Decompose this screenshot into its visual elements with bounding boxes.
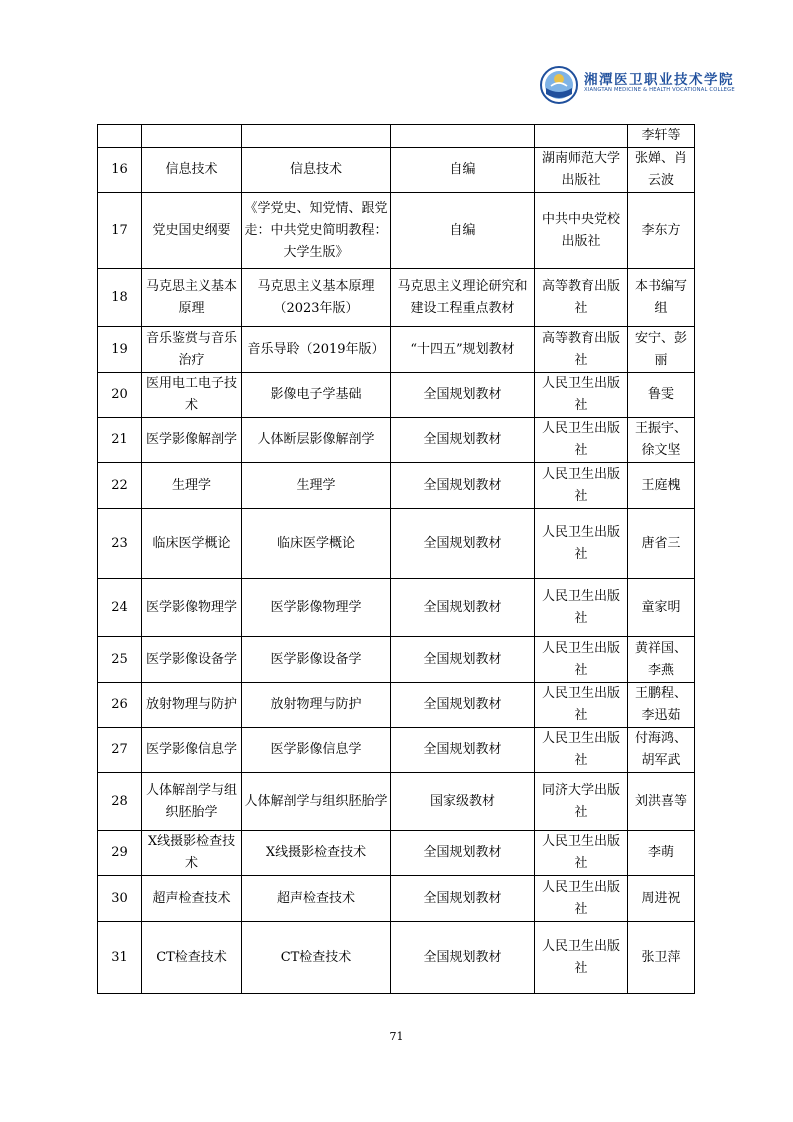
table-row <box>98 876 695 922</box>
cell-author: 王庭槐 <box>628 463 695 509</box>
table-row <box>98 579 695 637</box>
cell-textbook-type: 全国规划教材 <box>391 728 535 773</box>
cell-course-name: X线摄影检查技术 <box>142 831 242 876</box>
cell-course-name: 信息技术 <box>142 148 242 193</box>
cell-author: 黄祥国、李燕 <box>628 637 695 683</box>
cell-textbook-type: 全国规划教材 <box>391 373 535 418</box>
cell-textbook-title: CT检查技术 <box>242 922 391 994</box>
cell-course-name: 临床医学概论 <box>142 509 242 579</box>
cell-author: 李东方 <box>628 193 695 269</box>
table-row <box>98 683 695 728</box>
cell-publisher: 人民卫生出版社 <box>535 922 628 994</box>
page-number: 71 <box>389 1030 404 1043</box>
cell-author: 付海鸿、胡军武 <box>628 728 695 773</box>
cell-textbook-type: “十四五”规划教材 <box>391 327 535 373</box>
cell-textbook-type: 全国规划教材 <box>391 579 535 637</box>
cell-publisher: 高等教育出版社 <box>535 269 628 327</box>
cell-row-number: 19 <box>98 327 142 373</box>
cell-course-name: 超声检查技术 <box>142 876 242 922</box>
cell-textbook-title: 音乐导聆（2019年版） <box>242 327 391 373</box>
cell-row-number: 17 <box>98 193 142 269</box>
cell-row-number <box>98 125 142 148</box>
cell-publisher: 湖南师范大学出版社 <box>535 148 628 193</box>
cell-row-number: 27 <box>98 728 142 773</box>
cell-textbook-title <box>242 125 391 148</box>
cell-row-number: 24 <box>98 579 142 637</box>
college-logo <box>540 66 740 106</box>
cell-author: 周进祝 <box>628 876 695 922</box>
cell-row-number: 20 <box>98 373 142 418</box>
cell-course-name: 医学影像信息学 <box>142 728 242 773</box>
cell-author: 李轩等 <box>628 125 695 148</box>
table-row <box>98 773 695 831</box>
cell-publisher: 人民卫生出版社 <box>535 683 628 728</box>
cell-textbook-type: 全国规划教材 <box>391 463 535 509</box>
table-row <box>98 728 695 773</box>
cell-publisher: 人民卫生出版社 <box>535 418 628 463</box>
cell-course-name: 马克思主义基本原理 <box>142 269 242 327</box>
cell-author: 王鹏程、李迅茹 <box>628 683 695 728</box>
textbook-table <box>97 124 695 994</box>
cell-textbook-title: 《学党史、知党情、跟党走：中共党史简明教程：大学生版》 <box>242 193 391 269</box>
cell-publisher: 人民卫生出版社 <box>535 637 628 683</box>
cell-row-number: 21 <box>98 418 142 463</box>
cell-author: 李萌 <box>628 831 695 876</box>
cell-course-name: CT检查技术 <box>142 922 242 994</box>
cell-textbook-title: 影像电子学基础 <box>242 373 391 418</box>
cell-course-name: 音乐鉴赏与音乐治疗 <box>142 327 242 373</box>
cell-row-number: 30 <box>98 876 142 922</box>
table-row <box>98 831 695 876</box>
cell-author: 刘洪喜等 <box>628 773 695 831</box>
cell-publisher: 中共中央党校出版社 <box>535 193 628 269</box>
cell-row-number: 16 <box>98 148 142 193</box>
cell-textbook-title: 医学影像设备学 <box>242 637 391 683</box>
cell-textbook-type: 全国规划教材 <box>391 683 535 728</box>
cell-author: 张婵、肖云波 <box>628 148 695 193</box>
cell-row-number: 26 <box>98 683 142 728</box>
cell-textbook-type: 马克思主义理论研究和建设工程重点教材 <box>391 269 535 327</box>
table-row <box>98 373 695 418</box>
cell-publisher: 人民卫生出版社 <box>535 728 628 773</box>
cell-row-number: 28 <box>98 773 142 831</box>
cell-textbook-type: 全国规划教材 <box>391 876 535 922</box>
table-row <box>98 509 695 579</box>
cell-author: 本书编写组 <box>628 269 695 327</box>
cell-row-number: 22 <box>98 463 142 509</box>
cell-textbook-title: 生理学 <box>242 463 391 509</box>
cell-textbook-title: 人体解剖学与组织胚胎学 <box>242 773 391 831</box>
cell-author: 安宁、彭丽 <box>628 327 695 373</box>
cell-row-number: 29 <box>98 831 142 876</box>
cell-author: 童家明 <box>628 579 695 637</box>
table-row <box>98 463 695 509</box>
cell-row-number: 31 <box>98 922 142 994</box>
cell-textbook-type: 国家级教材 <box>391 773 535 831</box>
cell-publisher: 高等教育出版社 <box>535 327 628 373</box>
cell-author: 王振宇、徐文坚 <box>628 418 695 463</box>
cell-course-name: 人体解剖学与组织胚胎学 <box>142 773 242 831</box>
school-name-cn: 湘潭医卫职业技术学院 <box>584 72 734 88</box>
cell-course-name: 放射物理与防护 <box>142 683 242 728</box>
cell-author: 唐省三 <box>628 509 695 579</box>
cell-course-name: 医学影像解剖学 <box>142 418 242 463</box>
cell-textbook-title: 放射物理与防护 <box>242 683 391 728</box>
table-row <box>98 193 695 269</box>
cell-course-name: 医用电工电子技术 <box>142 373 242 418</box>
cell-textbook-type: 全国规划教材 <box>391 831 535 876</box>
cell-textbook-type: 自编 <box>391 193 535 269</box>
cell-row-number: 25 <box>98 637 142 683</box>
table-row <box>98 125 695 148</box>
cell-course-name: 生理学 <box>142 463 242 509</box>
cell-textbook-title: 临床医学概论 <box>242 509 391 579</box>
cell-publisher <box>535 125 628 148</box>
cell-publisher: 人民卫生出版社 <box>535 876 628 922</box>
cell-publisher: 同济大学出版社 <box>535 773 628 831</box>
school-name-en: XIANGTAN MEDICINE & HEALTH VOCATIONAL COLLEGE <box>584 87 735 93</box>
cell-publisher: 人民卫生出版社 <box>535 831 628 876</box>
cell-row-number: 18 <box>98 269 142 327</box>
cell-course-name: 医学影像设备学 <box>142 637 242 683</box>
table-row <box>98 637 695 683</box>
cell-textbook-type: 全国规划教材 <box>391 418 535 463</box>
cell-course-name: 党史国史纲要 <box>142 193 242 269</box>
college-emblem-icon <box>540 66 578 104</box>
cell-textbook-type <box>391 125 535 148</box>
table-row <box>98 418 695 463</box>
cell-course-name: 医学影像物理学 <box>142 579 242 637</box>
cell-textbook-title: X线摄影检查技术 <box>242 831 391 876</box>
cell-textbook-title: 马克思主义基本原理（2023年版） <box>242 269 391 327</box>
cell-textbook-title: 医学影像物理学 <box>242 579 391 637</box>
cell-publisher: 人民卫生出版社 <box>535 373 628 418</box>
cell-author: 鲁雯 <box>628 373 695 418</box>
table-row <box>98 148 695 193</box>
cell-textbook-title: 医学影像信息学 <box>242 728 391 773</box>
cell-row-number: 23 <box>98 509 142 579</box>
cell-publisher: 人民卫生出版社 <box>535 463 628 509</box>
cell-textbook-type: 自编 <box>391 148 535 193</box>
table-row <box>98 327 695 373</box>
cell-textbook-title: 信息技术 <box>242 148 391 193</box>
cell-textbook-type: 全国规划教材 <box>391 922 535 994</box>
cell-course-name <box>142 125 242 148</box>
cell-textbook-title: 超声检查技术 <box>242 876 391 922</box>
table-row <box>98 922 695 994</box>
cell-publisher: 人民卫生出版社 <box>535 509 628 579</box>
cell-publisher: 人民卫生出版社 <box>535 579 628 637</box>
cell-textbook-type: 全国规划教材 <box>391 509 535 579</box>
cell-author: 张卫萍 <box>628 922 695 994</box>
table-row <box>98 269 695 327</box>
cell-textbook-type: 全国规划教材 <box>391 637 535 683</box>
cell-textbook-title: 人体断层影像解剖学 <box>242 418 391 463</box>
